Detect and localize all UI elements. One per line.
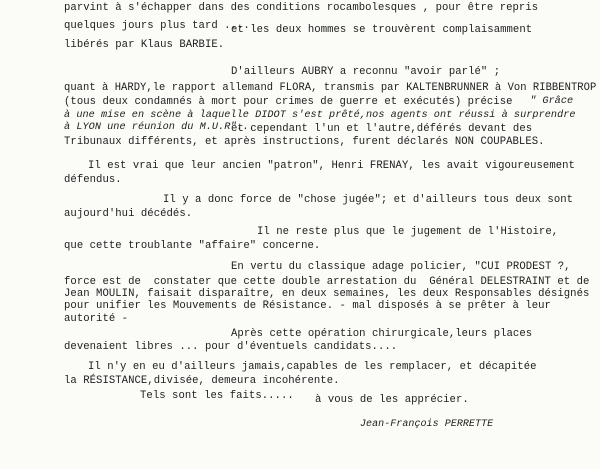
signature: Jean-François PERRETTE [360,419,494,430]
text-line: D'ailleurs AUBRY a reconnu "avoir parlé" ; [231,66,501,78]
text-line: et cependant l'un et l'autre,déférés devant des [231,123,533,135]
text-line: parvint à s'échapper dans des conditions rocambolesques , pour être repris [64,2,539,14]
text-line: libérés par Klaus BARBIE. [64,39,225,51]
text-line: Jean MOULIN, faisait disparaître, en deux semaines, les deux Responsables désignés [64,288,590,300]
text-line: à une mise en scène à laquelle DIDOT s'est prêté,nos agents ont réussi à surprendre [64,110,576,121]
text-line: (tous deux condamnés à mort pour crimes de guerre et exécutés) précise [64,96,513,108]
text-line: que cette troublante "affaire" concerne. [64,240,321,252]
text-line: défendus. [64,174,122,186]
text-line: devenaient libres ... pour d'éventuels candidats.... [64,341,398,353]
text-line: la RÉSISTANCE,divisée, demeura incohérente. [64,375,340,387]
text-line: Il n'y en eu d'ailleurs jamais,capables de les remplacer, et décapitée [88,361,537,373]
text-line: autorité - [64,313,129,325]
text-line: et les deux hommes se trouvèrent complaisamment [231,24,533,36]
text-line: quant à HARDY,le rapport allemand FLORA, transmis par KALTENBRUNNER à Von RIBBENTROP [64,82,597,94]
text-line: Tribunaux différents, et après instructions, furent déclarés NON COUPABLES. [64,136,545,148]
text-line: pour unifier les Mouvements de Résistance. - mal disposés à se prêter à leur [64,300,551,312]
text-line: quelques jours plus tard .... [64,20,250,32]
text-line: aujourd'hui décédés. [64,208,193,220]
text-line: à vous de les apprécier. [315,394,469,406]
text-line: Tels sont les faits..... [140,390,294,402]
text-line: En vertu du classique adage policier, "CUI PRODEST ?, [231,261,571,273]
text-line: à LYON une réunion du M.U.R"... [64,122,256,133]
text-line: force est de constater que cette double arrestation du Général DELESTRAINT et de [64,276,590,288]
text-line: Après cette opération chirurgicale,leurs places [231,328,533,340]
text-line: Il est vrai que leur ancien "patron", Henri FRENAY, les avait vigoureusement [88,160,575,172]
text-line: Il ne reste plus que le jugement de l'Histoire, [257,226,559,238]
text-line: " Grâce [530,96,574,107]
text-line: Il y a donc force de "chose jugée"; et d'ailleurs tous deux sont [163,194,574,206]
